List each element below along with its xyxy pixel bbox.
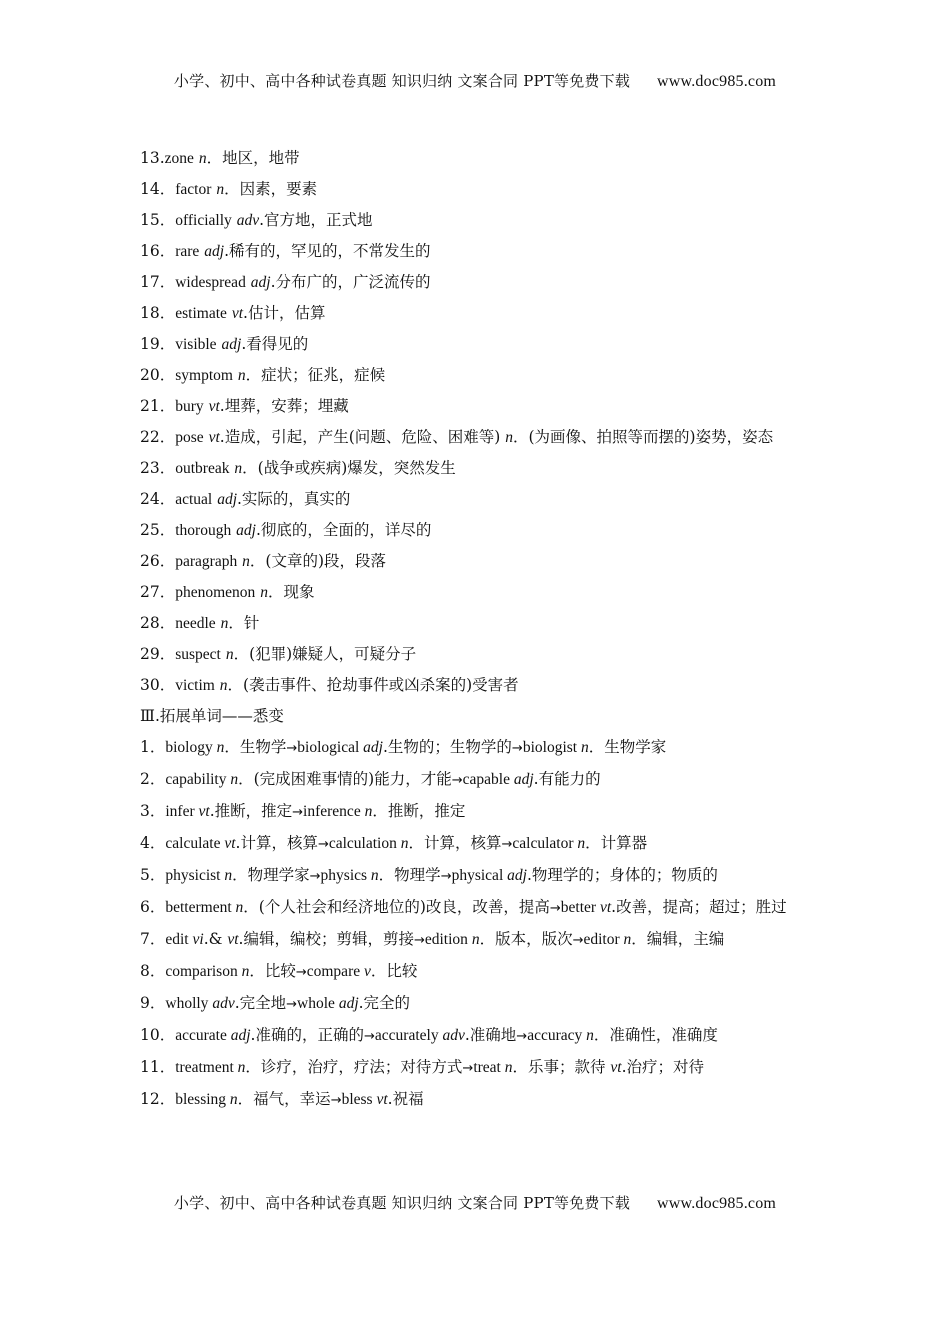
arrow-icon: → [286,741,298,756]
arrow-icon: → [516,1029,528,1044]
item-word: estimate [175,305,227,322]
item-word: zone [164,150,194,167]
item-word: calculation [328,835,401,852]
vocab-item [140,670,815,701]
item-word: treatment [175,1059,238,1076]
item-definition: ．诊疗，治疗，疗法；对待方式 [245,1058,463,1076]
item-definition: ．编辑，主编 [631,930,725,948]
item-word: symptom [175,367,233,384]
extended-item [140,1052,815,1084]
vocab-item [140,329,815,360]
item-number: 8． [140,962,166,980]
item-pos: n [235,899,244,916]
item-pos: n [220,615,229,632]
item-pos: n [234,460,243,477]
arrow-icon: → [501,837,513,852]
item-word: comparison [165,963,242,980]
item-definition: ．版本，版次 [479,930,573,948]
item-number: 27． [140,583,176,601]
item-definition: .估计，估算 [243,304,326,322]
item-definition: .埋葬，安葬；埋藏 [219,397,349,415]
arrow-icon: → [572,933,584,948]
item-definition: ．(个人社会和经济地位的)改良，改善，提高 [243,898,550,916]
item-word: paragraph [175,553,238,570]
vocab-item [140,391,815,422]
item-number: 20． [140,366,176,384]
arrow-icon: → [317,837,329,852]
item-definition: .治疗；对待 [621,1058,705,1076]
item-pos: vt [599,899,612,916]
item-pos: n [370,867,379,884]
item-number: 10． [140,1026,176,1044]
item-number: 24． [140,490,176,508]
item-number: 16． [140,242,176,260]
item-number: 17． [140,273,176,291]
item-pos: adj [250,274,271,291]
header-text: 小学、初中、高中各种试卷真题 知识归纳 文案合同 PPT等免费下载 [173,72,631,90]
section-title: Ⅲ.拓展单词——悉变 [140,707,284,725]
item-pos: v [363,963,371,980]
vocab-item [140,422,815,453]
item-pos: adj [230,1027,251,1044]
item-word: inference [303,803,365,820]
item-word: physicist [165,867,225,884]
extended-item [140,956,815,988]
item-word: infer [165,803,199,820]
vocab-item [140,546,815,577]
item-number: 11． [140,1058,176,1076]
vocab-item [140,608,815,639]
item-number: 3． [140,802,166,820]
vocab-item [140,639,815,670]
item-word: suspect [175,646,221,663]
item-definition: .稀有的，罕见的，不常发生的 [224,242,431,260]
item-word: outbreak [175,460,230,477]
vocab-item [140,484,815,515]
item-word: treat [473,1059,505,1076]
item-word: bless [341,1091,377,1108]
item-word: biologist [522,739,581,756]
item-pos: n [260,584,268,601]
arrow-icon: → [295,965,307,980]
item-word: rare [175,243,200,260]
item-word: biological [297,739,364,756]
footer-site: www.doc985.com [657,1195,777,1212]
item-definition: .推断，推定 [209,802,293,820]
item-word: pose [175,429,204,446]
item-number: 7． [140,930,166,948]
item-word: widespread [175,274,246,291]
item-definition: .准确的，正确的 [250,1026,364,1044]
item-definition: .计算，核算 [235,834,318,852]
arrow-icon: → [286,997,298,1012]
item-number: 2． [140,770,166,788]
item-pos: vt [224,835,236,852]
item-word: visible [175,336,217,353]
item-definition: ．物理学 [378,866,441,884]
vocab-item [140,453,815,484]
item-pos: adj [338,995,359,1012]
item-pos: vt [208,429,220,446]
arrow-icon: → [549,901,561,916]
arrow-icon: → [440,869,452,884]
item-word: edit [165,931,193,948]
item-definition: .分布广的，广泛流传的 [270,273,431,291]
item-word: blessing [175,1091,230,1108]
item-definition: ．(文章的)段，段落 [249,552,386,570]
item-number: 6． [140,898,166,916]
item-number: 14． [140,180,176,198]
item-definition: ．计算，核算 [408,834,502,852]
item-pos: adj [513,771,534,788]
item-pos: vt [198,803,210,820]
item-pos: adv [212,995,235,1012]
item-word: accurate [175,1027,231,1044]
item-definition: .准确地 [464,1026,517,1044]
item-definition: .实际的，真实的 [237,490,351,508]
item-word: accuracy [527,1027,587,1044]
item-pos: n [241,963,250,980]
item-definition: .生物的；生物学的 [382,738,512,756]
extended-list [140,732,815,1116]
item-pos: n [216,181,225,198]
item-pos: adj [507,867,527,884]
item-word: capable [462,771,514,788]
item-definition: ．比较 [370,962,418,980]
item-word: accurately [374,1027,443,1044]
arrow-icon: → [363,1029,375,1044]
item-definition: ．现象 [268,583,315,601]
item-definition: ．地区，地带 [206,149,300,167]
item-pos: vt [376,1091,388,1108]
extended-item [140,1020,815,1052]
item-definition: .看得见的 [241,335,309,353]
item-pos: vt [208,398,220,415]
item-word: edition [424,931,472,948]
item-pos: adv [442,1027,465,1044]
item-pos: adj [217,491,237,508]
vocab-item [140,267,815,298]
item-number: 21． [140,397,176,415]
item-word: actual [175,491,213,508]
item-pos: n [505,429,513,446]
item-definition: .完全的 [358,994,411,1012]
item-pos: n [400,835,409,852]
item-pos: adv [236,212,260,229]
page-header [0,70,950,91]
item-word: officially [175,212,232,229]
vocab-item [140,236,815,267]
arrow-icon: → [462,1061,474,1076]
vocab-item [140,174,815,205]
item-number: 4． [140,834,166,852]
item-pos: vt [227,931,239,948]
item-number: 13. [140,149,165,167]
header-site: www.doc985.com [657,73,777,90]
vocab-item [140,515,815,546]
item-pos: n [504,1059,513,1076]
item-definition: .改善，提高；超过；胜过 [611,898,787,916]
item-definition: ．计算器 [585,834,648,852]
item-pos: n [623,931,632,948]
item-pos: vi [192,931,204,948]
extended-item [140,764,815,796]
arrow-icon: → [292,805,304,820]
extended-item [140,732,815,764]
item-number: 12． [140,1090,176,1108]
extended-item [140,892,815,924]
item-pos: n [224,867,233,884]
vocab-item [140,360,815,391]
item-definition: ．生物学 [224,738,287,756]
item-definition: ．针 [228,614,260,632]
item-definition: ．(袭击事件、抢劫事件或凶杀案的)受害者 [227,676,519,694]
vocab-item [140,298,815,329]
item-number: 9． [140,994,166,1012]
item-pos: adj [221,336,242,353]
arrow-icon: → [511,741,523,756]
item-word: bury [175,398,204,415]
item-definition: .彻底的，全面的，详尽的 [255,521,432,539]
item-definition: ．(犯罪)嫌疑人，可疑分子 [233,645,417,663]
item-number: 1． [140,738,166,756]
item-pos: adj [236,522,256,539]
item-number: 22． [140,428,176,446]
arrow-icon: → [451,773,463,788]
item-word: factor [175,181,212,198]
vocab-item [140,205,815,236]
arrow-icon: → [309,869,321,884]
footer-text: 小学、初中、高中各种试卷真题 知识归纳 文案合同 PPT等免费下载 [173,1194,631,1212]
item-definition: ．乐事；款待 [512,1058,611,1076]
item-definition: .物理学的；身体的；物质的 [526,866,718,884]
item-definition: ．生物学家 [588,738,667,756]
item-number: 25． [140,521,176,539]
extended-item [140,924,815,956]
vocab-item [140,577,815,608]
item-definition: .祝福 [387,1090,424,1108]
item-definition: .编辑，编校；剪辑，剪接 [238,930,414,948]
item-pos: n [229,1091,238,1108]
item-word: phenomenon [175,584,256,601]
item-word: physics [320,867,371,884]
vocabulary-content [140,143,815,1116]
item-number: 29． [140,645,176,663]
extended-item [140,988,815,1020]
item-pos: n [237,1059,246,1076]
item-definition: ．物理学家 [232,866,310,884]
item-word: victim [175,677,215,694]
item-definition: .& [203,930,228,948]
item-definition: ．因素，要素 [224,180,318,198]
item-word: biology [165,739,217,756]
item-word: calculator [512,835,578,852]
item-word: needle [175,615,216,632]
item-pos: vt [231,305,244,322]
item-definition: ．(战争或疾病)爆发，突然发生 [242,459,456,477]
arrow-icon: → [330,1093,342,1108]
item-pos: n [219,677,228,694]
item-word: whole [297,995,339,1012]
item-definition: ．准确性，准确度 [593,1026,718,1044]
item-number: 28． [140,614,176,632]
vocab-list [140,143,815,701]
item-definition: ．(完成困难事情的)能力，才能 [238,770,452,788]
item-number: 26． [140,552,176,570]
extended-item [140,860,815,892]
item-number: 19． [140,335,176,353]
item-definition: ．症状；征兆，症候 [245,366,386,384]
item-number: 23． [140,459,176,477]
item-definition: ．(为画像、拍照等而摆的)姿势，姿态 [512,428,774,446]
item-pos: n [242,553,250,570]
item-pos: n [586,1027,594,1044]
item-number: 18． [140,304,176,322]
item-definition: .官方地，正式地 [259,211,373,229]
extended-item [140,828,815,860]
extended-item [140,1084,815,1116]
item-definition: ．福气，幸运 [237,1090,331,1108]
page-footer [0,1192,950,1213]
item-definition: .有能力的 [533,770,601,788]
item-word: editor [583,931,624,948]
item-definition: .完全地 [234,994,287,1012]
item-pos: n [237,367,246,384]
item-definition: .造成，引起，产生(问题、危险、困难等) [219,428,506,446]
item-definition: ．推断，推定 [372,802,466,820]
item-pos: adj [363,739,383,756]
item-pos: n [230,771,239,788]
item-number: 5． [140,866,166,884]
item-definition: ．比较 [249,962,296,980]
item-word: compare [306,963,364,980]
item-word: thorough [175,522,232,539]
item-word: better [560,899,600,916]
item-number: 30． [140,676,176,694]
item-pos: vt [610,1059,622,1076]
item-word: wholly [165,995,213,1012]
arrow-icon: → [413,933,425,948]
item-pos: n [225,646,234,663]
item-word: betterment [165,899,236,916]
item-word: physical [451,867,508,884]
item-pos: n [198,150,207,167]
item-word: capability [165,771,231,788]
item-pos: n [216,739,225,756]
item-pos: adj [204,243,225,260]
item-word: calculate [165,835,225,852]
item-pos: n [364,803,373,820]
item-pos: n [471,931,480,948]
vocab-item [140,143,815,174]
item-pos: n [577,835,586,852]
item-pos: n [580,739,589,756]
extended-item [140,796,815,828]
item-number: 15． [140,211,176,229]
